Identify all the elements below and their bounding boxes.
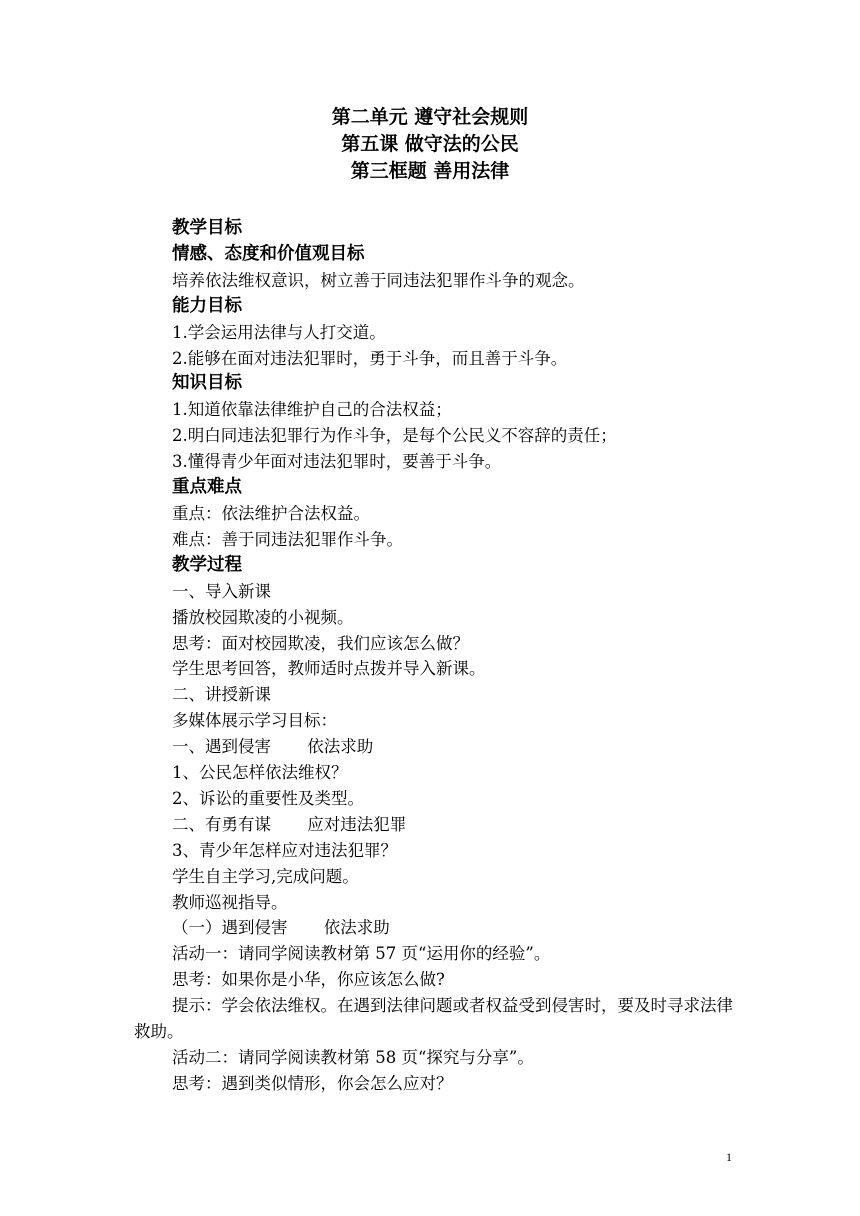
subsection-heading [134, 915, 734, 941]
lesson-title: 第五课 做守法的公民 [341, 133, 519, 155]
objective-heading-part: 二、有勇有谋 [172, 814, 271, 834]
paragraph: 教师巡视指导。 [172, 892, 288, 912]
knowledge-goal-item: 3.懂得青少年面对违法犯罪时，要善于斗争。 [172, 452, 502, 472]
step-heading: 二、讲授新课 [172, 685, 271, 705]
objective-question: 3、青少年怎样应对违法犯罪？ [172, 840, 397, 860]
objective-heading-part: 应对违法犯罪 [307, 814, 407, 834]
objective-heading [134, 812, 734, 838]
activity-text: 活动一：请同学阅读教材第 57 页“运用你的经验”。 [172, 944, 551, 964]
process-heading: 教学过程 [172, 554, 242, 575]
activity-question: 思考：如果你是小华，你应该怎么做? [172, 970, 445, 990]
step-heading: 一、导入新课 [172, 581, 271, 601]
activity-text: 活动二：请同学阅读教材第 58 页“探究与分享”。 [172, 1048, 534, 1067]
activity-question: 思考：遇到类似情形，你会怎么应对？ [172, 1073, 453, 1093]
knowledge-goal-heading: 知识目标 [172, 373, 242, 394]
difficulty-text: 难点：善于同违法犯罪作斗争。 [172, 529, 403, 549]
objective-heading-part: 一、遇到侵害 [172, 737, 271, 757]
objective-question: 1、公民怎样依法维权？ [172, 763, 348, 783]
page-number: 1 [726, 1150, 732, 1164]
title-block [0, 104, 860, 185]
objective-heading [134, 734, 734, 760]
knowledge-goal-item: 1.知道依靠法律维护自己的合法权益； [172, 400, 452, 420]
emotion-goal-heading: 情感、态度和价值观目标 [172, 243, 365, 264]
emotion-goal-text: 培养依法维权意识，树立善于同违法犯罪作斗争的观念。 [172, 270, 585, 290]
knowledge-goal-item: 2.明白同违法犯罪行为作斗争，是每个公民义不容辞的责任； [172, 426, 617, 446]
paragraph: 多媒体展示学习目标： [172, 711, 337, 731]
teaching-goals-heading: 教学目标 [172, 218, 242, 238]
ability-goal-item: 1.学会运用法律与人打交道。 [172, 322, 386, 342]
paragraph: 学生自主学习,完成问题。 [172, 866, 359, 886]
paragraph: 播放校园欺凌的小视频。 [172, 607, 354, 627]
subsection-heading-part: （一）遇到侵害 [172, 918, 288, 938]
objective-heading-part: 依法求助 [307, 737, 374, 757]
paragraph: 学生思考回答，教师适时点拨并导入新课。 [172, 659, 486, 679]
key-point-text: 重点：依法维护合法权益。 [172, 503, 370, 523]
ability-goal-item: 2.能够在面对违法犯罪时，勇于斗争，而且善于斗争。 [172, 348, 568, 368]
activity-hint: 提示：学会依法维权。在遇到法律问题或者权益受到侵害时，要及时寻求法律救助。 [134, 996, 733, 1042]
unit-title: 第二单元 遵守社会规则 [331, 106, 529, 128]
paragraph: 思考：面对校园欺凌，我们应该怎么做？ [172, 633, 469, 653]
ability-goal-heading: 能力目标 [172, 295, 242, 316]
section-title: 第三框题 善用法律 [350, 160, 510, 182]
objective-question: 2、诉讼的重要性及类型。 [172, 788, 364, 808]
key-points-heading: 重点难点 [172, 477, 242, 498]
document-body [134, 216, 734, 1097]
subsection-heading-part: 依法求助 [323, 918, 390, 938]
